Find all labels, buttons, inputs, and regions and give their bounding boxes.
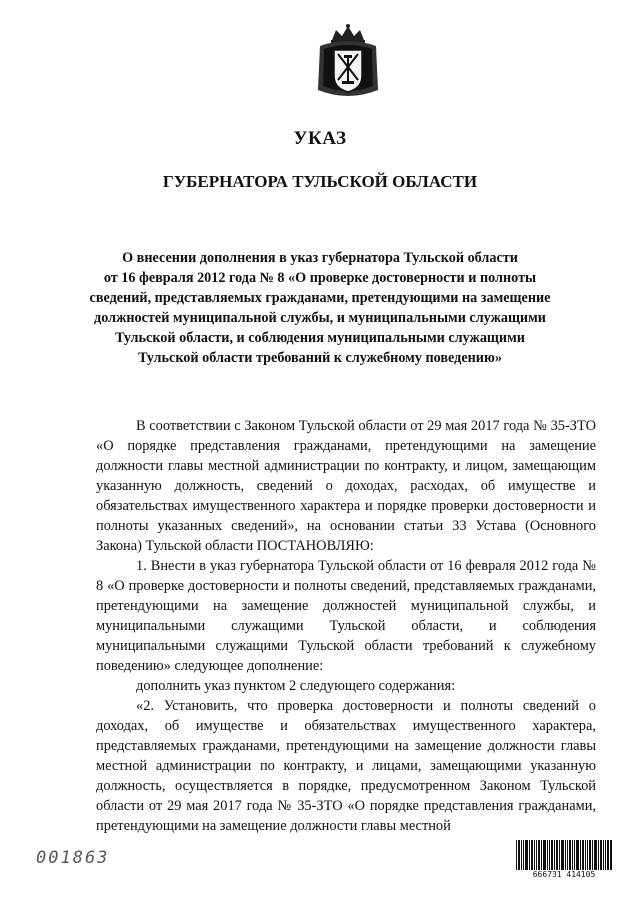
title-line: Тульской области требований к служебному поведению»: [138, 350, 502, 366]
body-paragraph: «2. Установить, что проверка достоверности и полноты сведений о доходах, об имуществе и обязательствах имущественного характера, представляемых гражданами, претендующими на замещение должности главы местной администрации по контракту, и лицами, замещающими указанную должность, осуществляется в порядке, предусмотренном Законом Тульской области от 29 мая 2017 года № 35-ЗТО «О порядке представления гражданами, претендующими на замещение должности главы местной: [96, 698, 596, 834]
body-paragraph: 1. Внести в указ губернатора Тульской области от 16 февраля 2012 года № 8 «О проверке достоверности и полноты сведений, представляемых гражданами, претендующими на замещение должностей муниципальной службы, и муниципальными служащими Тульской области, и соблюдения муниципальными служащими Тульской области требований к служебному поведению» следующее дополнение:: [96, 558, 596, 674]
title-line: О внесении дополнения в указ губернатора Тульской области: [122, 250, 518, 266]
title-line: Тульской области, и соблюдения муниципальными служащими: [115, 330, 525, 346]
document-title: [70, 248, 570, 368]
serial-number: 001863: [36, 848, 110, 868]
document-issuer: ГУБЕРНАТОРА ТУЛЬСКОЙ ОБЛАСТИ: [162, 172, 478, 191]
title-line: должностей муниципальной службы, и муниципальными служащими: [94, 310, 546, 326]
title-line: сведений, представляемых гражданами, претендующими на замещение: [89, 290, 551, 306]
barcode-icon: [516, 840, 612, 870]
barcode: [516, 840, 612, 880]
document-body: [96, 416, 596, 836]
tula-coat-of-arms-icon: [314, 22, 382, 102]
barcode-number: 666731 414105: [532, 870, 596, 879]
body-paragraph: В соответствии с Законом Тульской области от 29 мая 2017 года № 35-ЗТО «О порядке представления гражданами, претендующими на замещение должности главы местной администрации по контракту, и лицом, замещающим указанную должность, сведений о доходах, расходах, об имуществе и обязательствах имущественного характера и порядке проверки достоверности и полноты указанных сведений», на основании статьи 33 Устава (Основного Закона) Тульской области ПОСТАНОВЛЯЮ:: [96, 418, 596, 554]
body-paragraph: дополнить указ пунктом 2 следующего содержания:: [136, 678, 456, 694]
document-type: УКАЗ: [293, 128, 347, 149]
title-line: от 16 февраля 2012 года № 8 «О проверке достоверности и полноты: [103, 270, 537, 286]
